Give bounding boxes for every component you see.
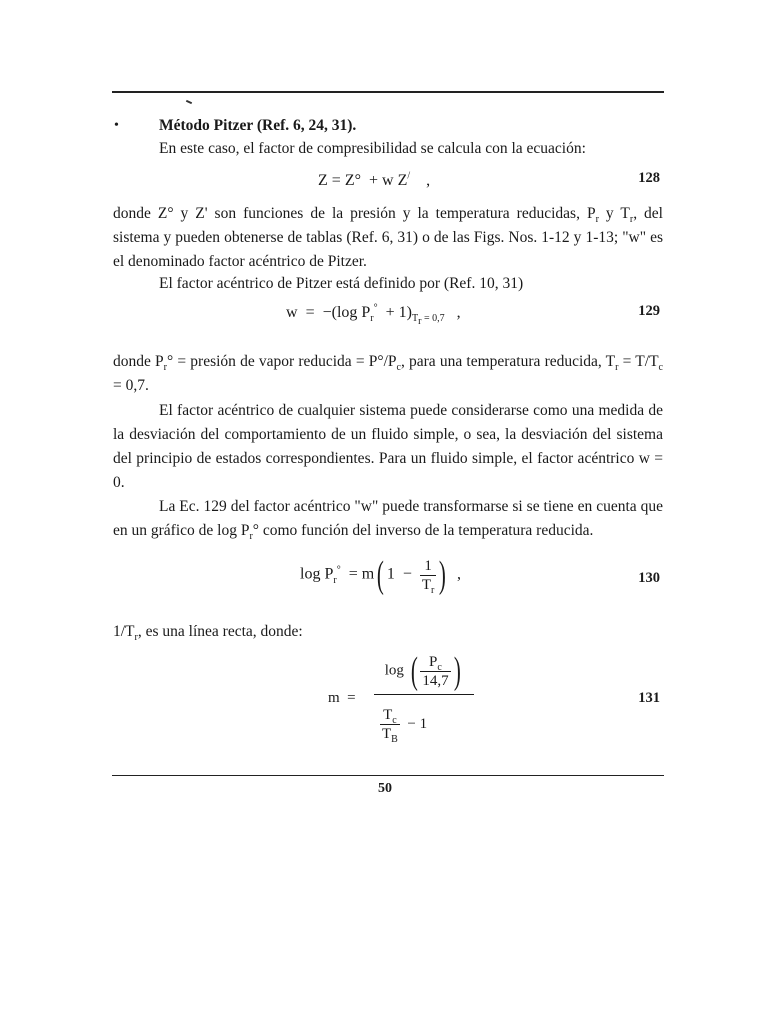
paragraph-recta: $1/T_r$, es una línea recta, donde: [113, 623, 303, 644]
equation-number-129: 129 [638, 303, 660, 319]
section-heading: Método Pitzer (Ref. 6, 24, 31). [159, 117, 357, 134]
equation-128: Z = Z° + w Z/ , [318, 170, 431, 189]
intro-paragraph: En este caso, el factor de compresibilidad se calcula con la ecuación: [159, 140, 586, 157]
bottom-rule [112, 775, 664, 776]
paragraph-factor: El factor acéntrico de Pitzer está definido por (Ref. 10, 31) [159, 275, 524, 292]
equation-129: w = −(log $P_r^\circ + 1)_{T_r = 0,7}$ , [286, 302, 461, 328]
equation-number-130: 130 [638, 570, 660, 586]
paragraph-medida: El factor acéntrico de cualquier sistema puede considerarse como una medida de la desviación del comportamiento de un fluido simple, o sea, la desviación del sistema del principio de estados correspondientes. Para un fluido simple, el factor acéntrico w = 0. [113, 402, 663, 491]
top-rule [112, 91, 664, 93]
equation-number-128: 128 [638, 170, 660, 186]
page-number: 50 [378, 781, 392, 796]
equation-130: $\log P_r^\circ = m$( 1 − $\frac{1}{T_r}$ ) , [300, 554, 462, 596]
scan-mark [186, 100, 192, 104]
equation-number-131: 131 [638, 690, 660, 706]
paragraph-ec129: La Ec. 129 del factor acéntrico "w" puede transformarse si se tiene en cuenta que en un gráfico de $\log P_r^\circ$ como función del inverso de la temperatura reducida. [113, 498, 663, 543]
paragraph-donde: donde Z° y Z' son funciones de la presión y la temperatura reducidas, $P_r$ y $T_r$, del sistema y pueden obtenerse de tablas (Ref. 6, 31) o de las Figs. Nos. 1-12 y 1-13; "w" es el denominado factor acéntrico de Pitzer. [113, 205, 663, 270]
paragraph-vapor: donde $P_r^\circ$ = presión de vapor reducida = $P^\circ/P_c$, para una temperatura reducida, $T_r = T/T_c = 0,7$. [113, 353, 663, 394]
bullet: • [114, 118, 119, 133]
